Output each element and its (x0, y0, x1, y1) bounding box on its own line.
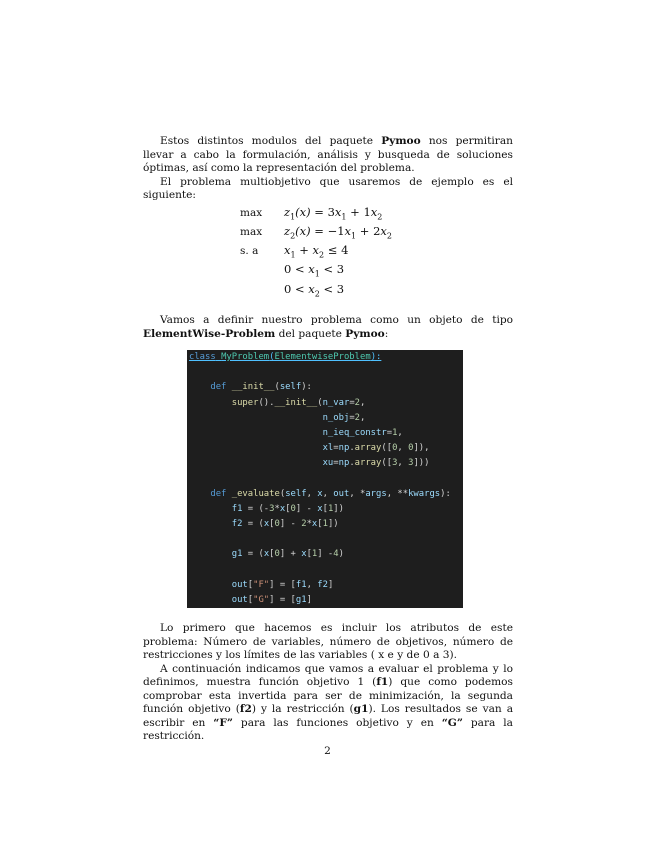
eval-text-d: ). Los resultados se van a escribir en (143, 703, 514, 729)
intro-text-b: nos permitiran llevar a cabo la formulación, análisis y busqueda de soluciones óptimas, así como la representación del problema. (143, 135, 513, 174)
attributes-paragraph: Lo primero que hacemos es incluir los atributos de este problema: Número de variables, número de objetivos, número de restricciones y los límites de las variables ( x e y de 0 a 3). (143, 622, 513, 661)
objective-1-expression: $z_1(x) = 3x_1 + 1x_2$ (284, 204, 383, 221)
evaluate-paragraph (143, 663, 513, 744)
bound-row-2 (240, 280, 392, 299)
code-line: out["G"] = [g1] (231, 595, 312, 605)
objective-2-expression: $z_2(x) = -1x_1 + 2x_2$ (284, 223, 392, 241)
code-block (187, 350, 463, 608)
problem-intro-paragraph: El problema multiobjetivo que usaremos de ejemplo es el siguiente: (143, 175, 513, 201)
define-section (143, 314, 513, 341)
intro-text-a: Estos distintos modulos del paquete (160, 135, 382, 147)
eval-text-c: ) y la restricción ( (251, 703, 354, 715)
eval-text-a: A continuación indicamos que vamos a evaluar el problema y lo definimos, muestra función objetivo 1 ( (143, 662, 513, 688)
code-line: n_obj=2, (322, 412, 366, 423)
elementwise-bold: ElementWise-Problem (143, 327, 276, 340)
objective-row-1 (240, 203, 392, 222)
bound-1-expression: $0 < x_1 < 3$ (284, 262, 345, 279)
define-text-c: : (384, 327, 389, 340)
constraint-row (240, 242, 392, 261)
code-line: out["F"] = [f1, f2] (231, 579, 334, 590)
f2-bold: f2 (239, 703, 252, 715)
code-line: class MyProblem(ElementwiseProblem): (189, 352, 382, 362)
code-line: xl=np.array([0, 0]), (322, 443, 430, 454)
code-line: f2 = (x[0] - 2*x[1]) (231, 519, 339, 530)
problem-formulation (240, 203, 392, 299)
code-line: def __init__(self): (210, 382, 312, 393)
explanation-section (143, 622, 513, 744)
eval-text-e: para las funciones objetivo y en (233, 716, 442, 729)
code-line: def _evaluate(self, x, out, *args, **kwargs): (210, 488, 451, 499)
intro-paragraph (143, 135, 513, 176)
pymoo-bold: Pymoo (381, 135, 421, 147)
intro-section (143, 135, 513, 203)
F-bold: “F” (213, 716, 233, 729)
code-line: f1 = (-3*x[0] - x[1]) (231, 503, 344, 514)
g1-bold: g1 (353, 703, 369, 715)
code-line (187, 472, 451, 487)
code-line (187, 532, 451, 547)
bound-2-expression: $0 < x_2 < 3$ (284, 281, 345, 298)
code-line (187, 365, 451, 380)
f1-bold: f1 (376, 676, 389, 688)
math-label: max (240, 225, 263, 238)
code-listing (187, 350, 451, 608)
code-line (187, 563, 451, 578)
eval-text-f: para la restricción. (143, 716, 513, 742)
objective-row-2 (240, 222, 392, 241)
code-line: super().__init__(n_var=2, (231, 397, 366, 408)
G-bold: “G” (441, 716, 463, 729)
pymoo-bold: Pymoo (345, 327, 385, 340)
page-number: 2 (324, 745, 331, 757)
math-label: max (240, 206, 263, 219)
constraint-expression: $x_1 + x_2 \le 4$ (284, 243, 349, 260)
code-line: g1 = (x[0] + x[1] -4) (231, 549, 344, 560)
code-line: n_ieq_constr=1, (322, 427, 403, 438)
define-text-a: Vamos a definir nuestro problema como un objeto de tipo (160, 314, 513, 326)
bound-row-1 (240, 261, 392, 280)
eval-text-b: ) que como podemos comprobar esta invertida para ser de minimización, la segunda función objetivo ( (143, 676, 513, 715)
define-paragraph (143, 314, 513, 341)
define-text-b: del paquete (275, 327, 346, 340)
math-label: s. a (240, 245, 259, 258)
code-line: xu=np.array([3, 3])) (322, 458, 430, 469)
